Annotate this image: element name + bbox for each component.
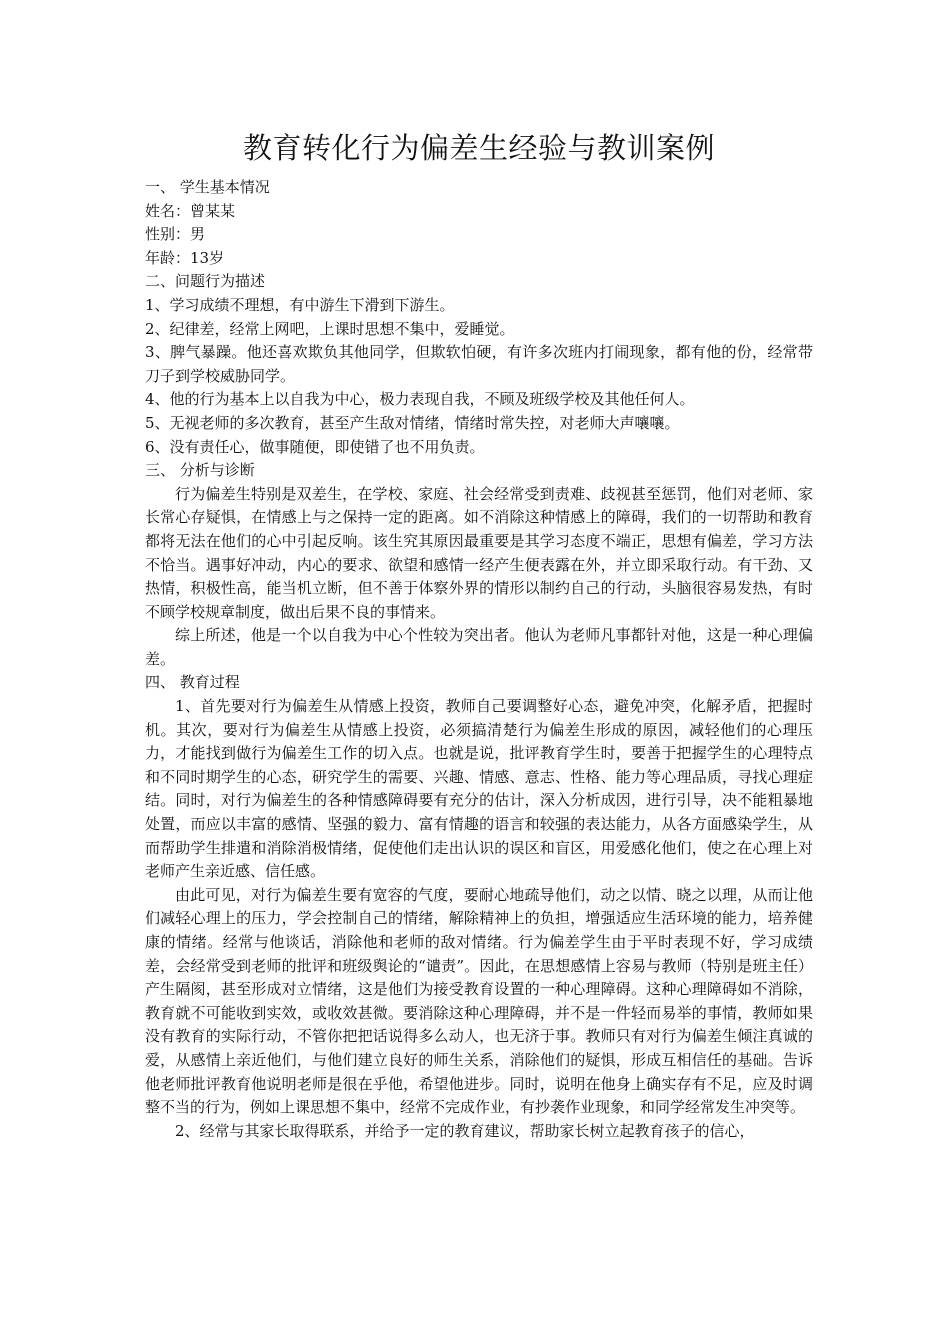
section-heading-analysis: 三、 分析与诊断 [145, 461, 255, 480]
document-page [145, 128, 813, 1143]
section-heading-basic-info: 一、 学生基本情况 [145, 178, 270, 196]
student-name: 姓名：曾某某 [145, 201, 236, 220]
student-age: 年龄：13岁 [145, 248, 225, 267]
section-heading-problem-behavior: 二、问题行为描述 [145, 272, 266, 291]
process-paragraph: 2、经常与其家长取得联系，并给予一定的教育建议，帮助家长树立起教育孩子的信心， [175, 1121, 755, 1140]
process-paragraph: 1、首先要对行为偏差生从情感上投资，教师自己要调整好心态，避免冲突，化解矛盾，把握时机。其次，要对行为偏差生从情感上投资，必须搞清楚行为偏差生形成的原因，减轻他们的心理压力，才能找到做行为偏差生工作的切入点。也就是说，批评教育学生时，要善于把握学生的心理特点和不同时期学生的心态，研究学生的需要、兴趣、情感、意志、性格、能力等心理品质，寻找心理症结。同时，对行为偏差生的各种情感障碍要有充分的估计，深入分析成因，进行引导，决不能粗暴地处置，而应以丰富的感情、坚强的毅力、富有情趣的语言和较强的表达能力，从各方面感染学生，从而帮助学生排遣和消除消极情绪，促使他们走出认识的误区和盲区，用爱感化他们，使之在心理上对老师产生亲近感、信任感。 [145, 697, 813, 881]
section-heading-education-process: 四、 教育过程 [145, 673, 240, 692]
problem-item: 6、没有责任心，做事随便，即使错了也不用负责。 [145, 437, 485, 456]
problem-item: 5、无视老师的多次教育，甚至产生敌对情绪，情绪时常失控，对老师大声嚷嚷。 [145, 413, 680, 432]
document-title: 教育转化行为偏差生经验与教训案例 [242, 131, 715, 165]
student-gender: 性别：男 [145, 225, 206, 244]
process-paragraph: 由此可见，对行为偏差生要有宽容的气度，要耐心地疏导他们，动之以情、晓之以理，从而让他们减轻心理上的压力，学会控制自己的情绪，解除精神上的负担，增强适应生活环境的能力，培养健康的情绪。经常与他谈话，消除他和老师的敌对情绪。行为偏差学生由于平时表现不好，学习成绩差，会经常受到老师的批评和班级舆论的“谴责”。因此，在思想感情上容易与教师（特别是班主任）产生隔阂，甚至形成对立情绪，这是他们为接受教育设置的一种心理障碍。这种心理障碍如不消除，教育就不可能收到实效，或收效甚微。要消除这种心理障碍，并不是一件轻而易举的事情，教师如果没有教育的实际行动，不管你把把话说得多么动人，也无济于事。教师只有对行为偏差生倾注真诚的爱，从感情上亲近他们，与他们建立良好的师生关系，消除他们的疑惧，形成互相信任的基础。告诉他老师批评教育他说明老师是很在乎他，希望他进步。同时，说明在他身上确实存有不足，应及时调整不当的行为，例如上课思想不集中，经常不完成作业，有抄袭作业现象，和同学经常发生冲突等。 [145, 885, 813, 1117]
problem-item: 1、学习成绩不理想，有中游生下滑到下游生。 [145, 295, 455, 314]
problem-item: 2、纪律差，经常上网吧，上课时思想不集中，爱睡觉。 [145, 319, 515, 338]
problem-item: 3、脾气暴躁。他还喜欢欺负其他同学，但欺软怕硬，有许多次班内打闹现象，都有他的份，经常带刀子到学校威胁同学。 [145, 343, 813, 385]
analysis-paragraph: 综上所述，他是一个以自我为中心个性较为突出者。他认为老师凡事都针对他，这是一种心理偏差。 [145, 626, 813, 668]
problem-item: 4、他的行为基本上以自我为中心，极力表现自我，不顾及班级学校及其他任何人。 [145, 390, 695, 409]
analysis-paragraph: 行为偏差生特别是双差生，在学校、家庭、社会经常受到责难、歧视甚至惩罚，他们对老师、家长常心存疑惧，在情感上与之保持一定的距离。如不消除这种情感上的障碍，我们的一切帮助和教育都将无法在他们的心中引起反响。该生究其原因最重要是其学习态度不端正，思想有偏差，学习方法不恰当。遇事好冲动，内心的要求、欲望和感情一经产生便表露在外，并立即采取行动。有干劲、又热情，积极性高，能当机立断，但不善于体察外界的情形以制约自己的行动，头脑很容易发热，有时不顾学校规章制度，做出后果不良的事情来。 [145, 484, 813, 621]
